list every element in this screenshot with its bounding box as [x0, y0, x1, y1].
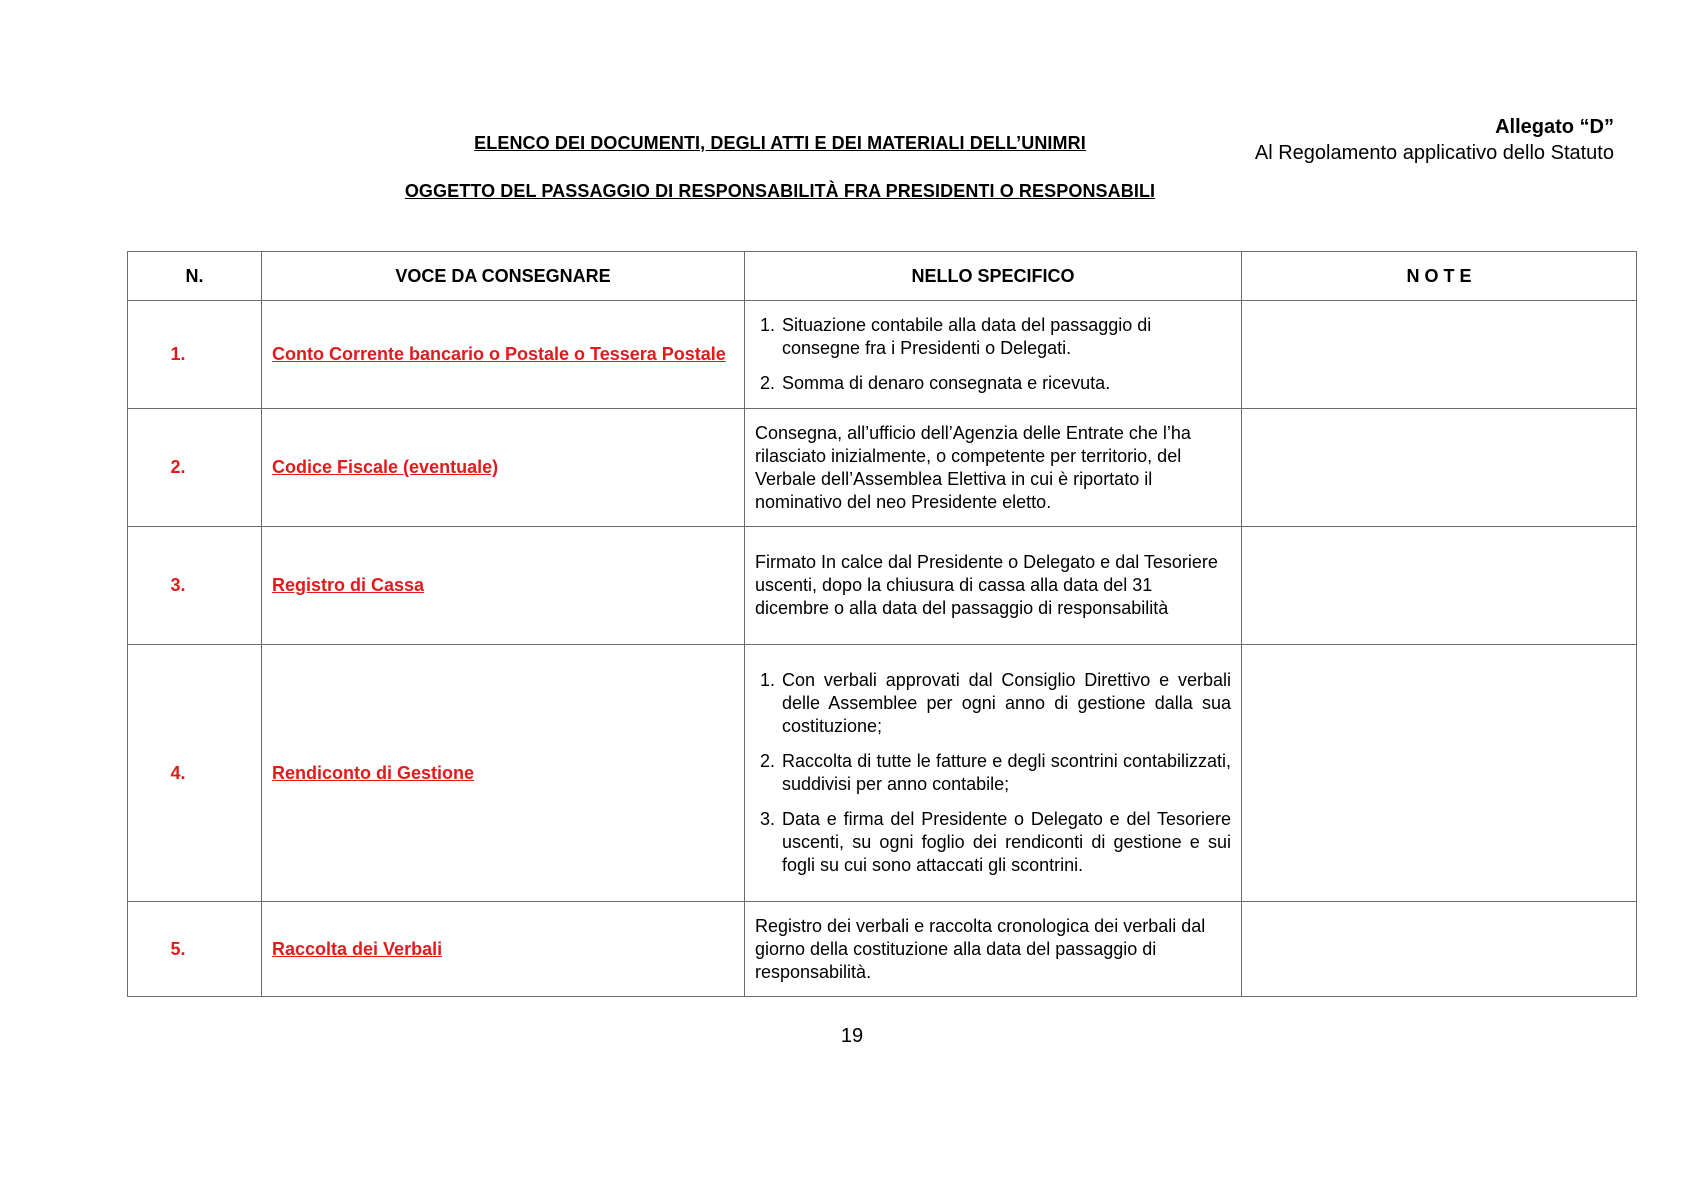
row-notes	[1242, 301, 1637, 409]
row-item	[262, 409, 745, 527]
annex-title: Allegato “D”	[1495, 116, 1614, 138]
list-item: 3. Data e firma del Presidente o Delegato e del Tesoriere uscenti, su ogni foglio dei rendiconti di gestione e sui fogli su cui sono attaccati gli scontrini.	[780, 808, 1231, 877]
table-row	[128, 527, 1637, 645]
header-details: NELLO SPECIFICO	[745, 252, 1242, 301]
row-item	[262, 527, 745, 645]
details-list	[755, 314, 1231, 395]
table-row	[128, 645, 1637, 902]
row-notes	[1242, 645, 1637, 902]
document-subtitle: OGGETTO DEL PASSAGGIO DI RESPONSABILITÀ FRA PRESIDENTI O RESPONSABILI	[404, 181, 1156, 201]
row-notes	[1242, 527, 1637, 645]
row-notes	[1242, 902, 1637, 997]
row-details: Registro dei verbali e raccolta cronologica dei verbali dal giorno della costituzione alla data del passaggio di responsabilità.	[745, 902, 1242, 997]
row-item	[262, 301, 745, 409]
row-details	[745, 645, 1242, 902]
row-item-label: Rendiconto di Gestione	[272, 762, 475, 783]
row-item-label: Codice Fiscale (eventuale)	[272, 457, 499, 477]
document-title: ELENCO DEI DOCUMENTI, DEGLI ATTI E DEI MATERIALI DELL’UNIMRI	[474, 133, 1086, 153]
row-item-label: Registro di Cassa	[272, 575, 425, 595]
annex-subtitle: Al Regolamento applicativo dello Statuto	[1254, 142, 1614, 164]
list-item: 2. Somma di denaro consegnata e ricevuta.	[780, 372, 1231, 395]
table-row	[128, 902, 1637, 997]
row-details	[745, 301, 1242, 409]
table-header-row	[128, 252, 1637, 301]
header-item: VOCE DA CONSEGNARE	[262, 252, 745, 301]
row-item	[262, 645, 745, 902]
table-row	[128, 409, 1637, 527]
details-list	[755, 669, 1231, 877]
header-number: N.	[128, 252, 262, 301]
row-item-label: Conto Corrente bancario o Postale o Tessera Postale	[272, 344, 726, 364]
row-number: 2.	[128, 409, 262, 527]
row-number: 1.	[128, 301, 262, 409]
row-item-label: Raccolta dei Verbali	[272, 938, 443, 959]
table-row	[128, 301, 1637, 409]
row-item	[262, 902, 745, 997]
row-details: Firmato In calce dal Presidente o Delegato e dal Tesoriere uscenti, dopo la chiusura di cassa alla data del 31 dicembre o alla data del passaggio di responsabilità	[745, 527, 1242, 645]
row-number: 3.	[128, 527, 262, 645]
list-item: 1. Situazione contabile alla data del passaggio di consegne fra i Presidenti o Delegati.	[780, 314, 1231, 360]
row-notes	[1242, 409, 1637, 527]
list-item: 1. Con verbali approvati dal Consiglio Direttivo e verbali delle Assemblee per ogni anno di gestione dalla sua costituzione;	[780, 669, 1231, 738]
header-notes: N O T E	[1242, 252, 1637, 301]
row-number: 4.	[128, 645, 262, 902]
row-details: Consegna, all’ufficio dell’Agenzia delle Entrate che l’ha rilasciato inizialmente, o competente per territorio, del Verbale dell’Assemblea Elettiva in cui è riportato il nominativo del neo Presidente eletto.	[745, 409, 1242, 527]
page-number: 19	[840, 1025, 864, 1047]
row-number: 5.	[128, 902, 262, 997]
handover-table	[127, 251, 1637, 997]
list-item: 2. Raccolta di tutte le fatture e degli scontrini contabilizzati, suddivisi per anno contabile;	[780, 750, 1231, 796]
